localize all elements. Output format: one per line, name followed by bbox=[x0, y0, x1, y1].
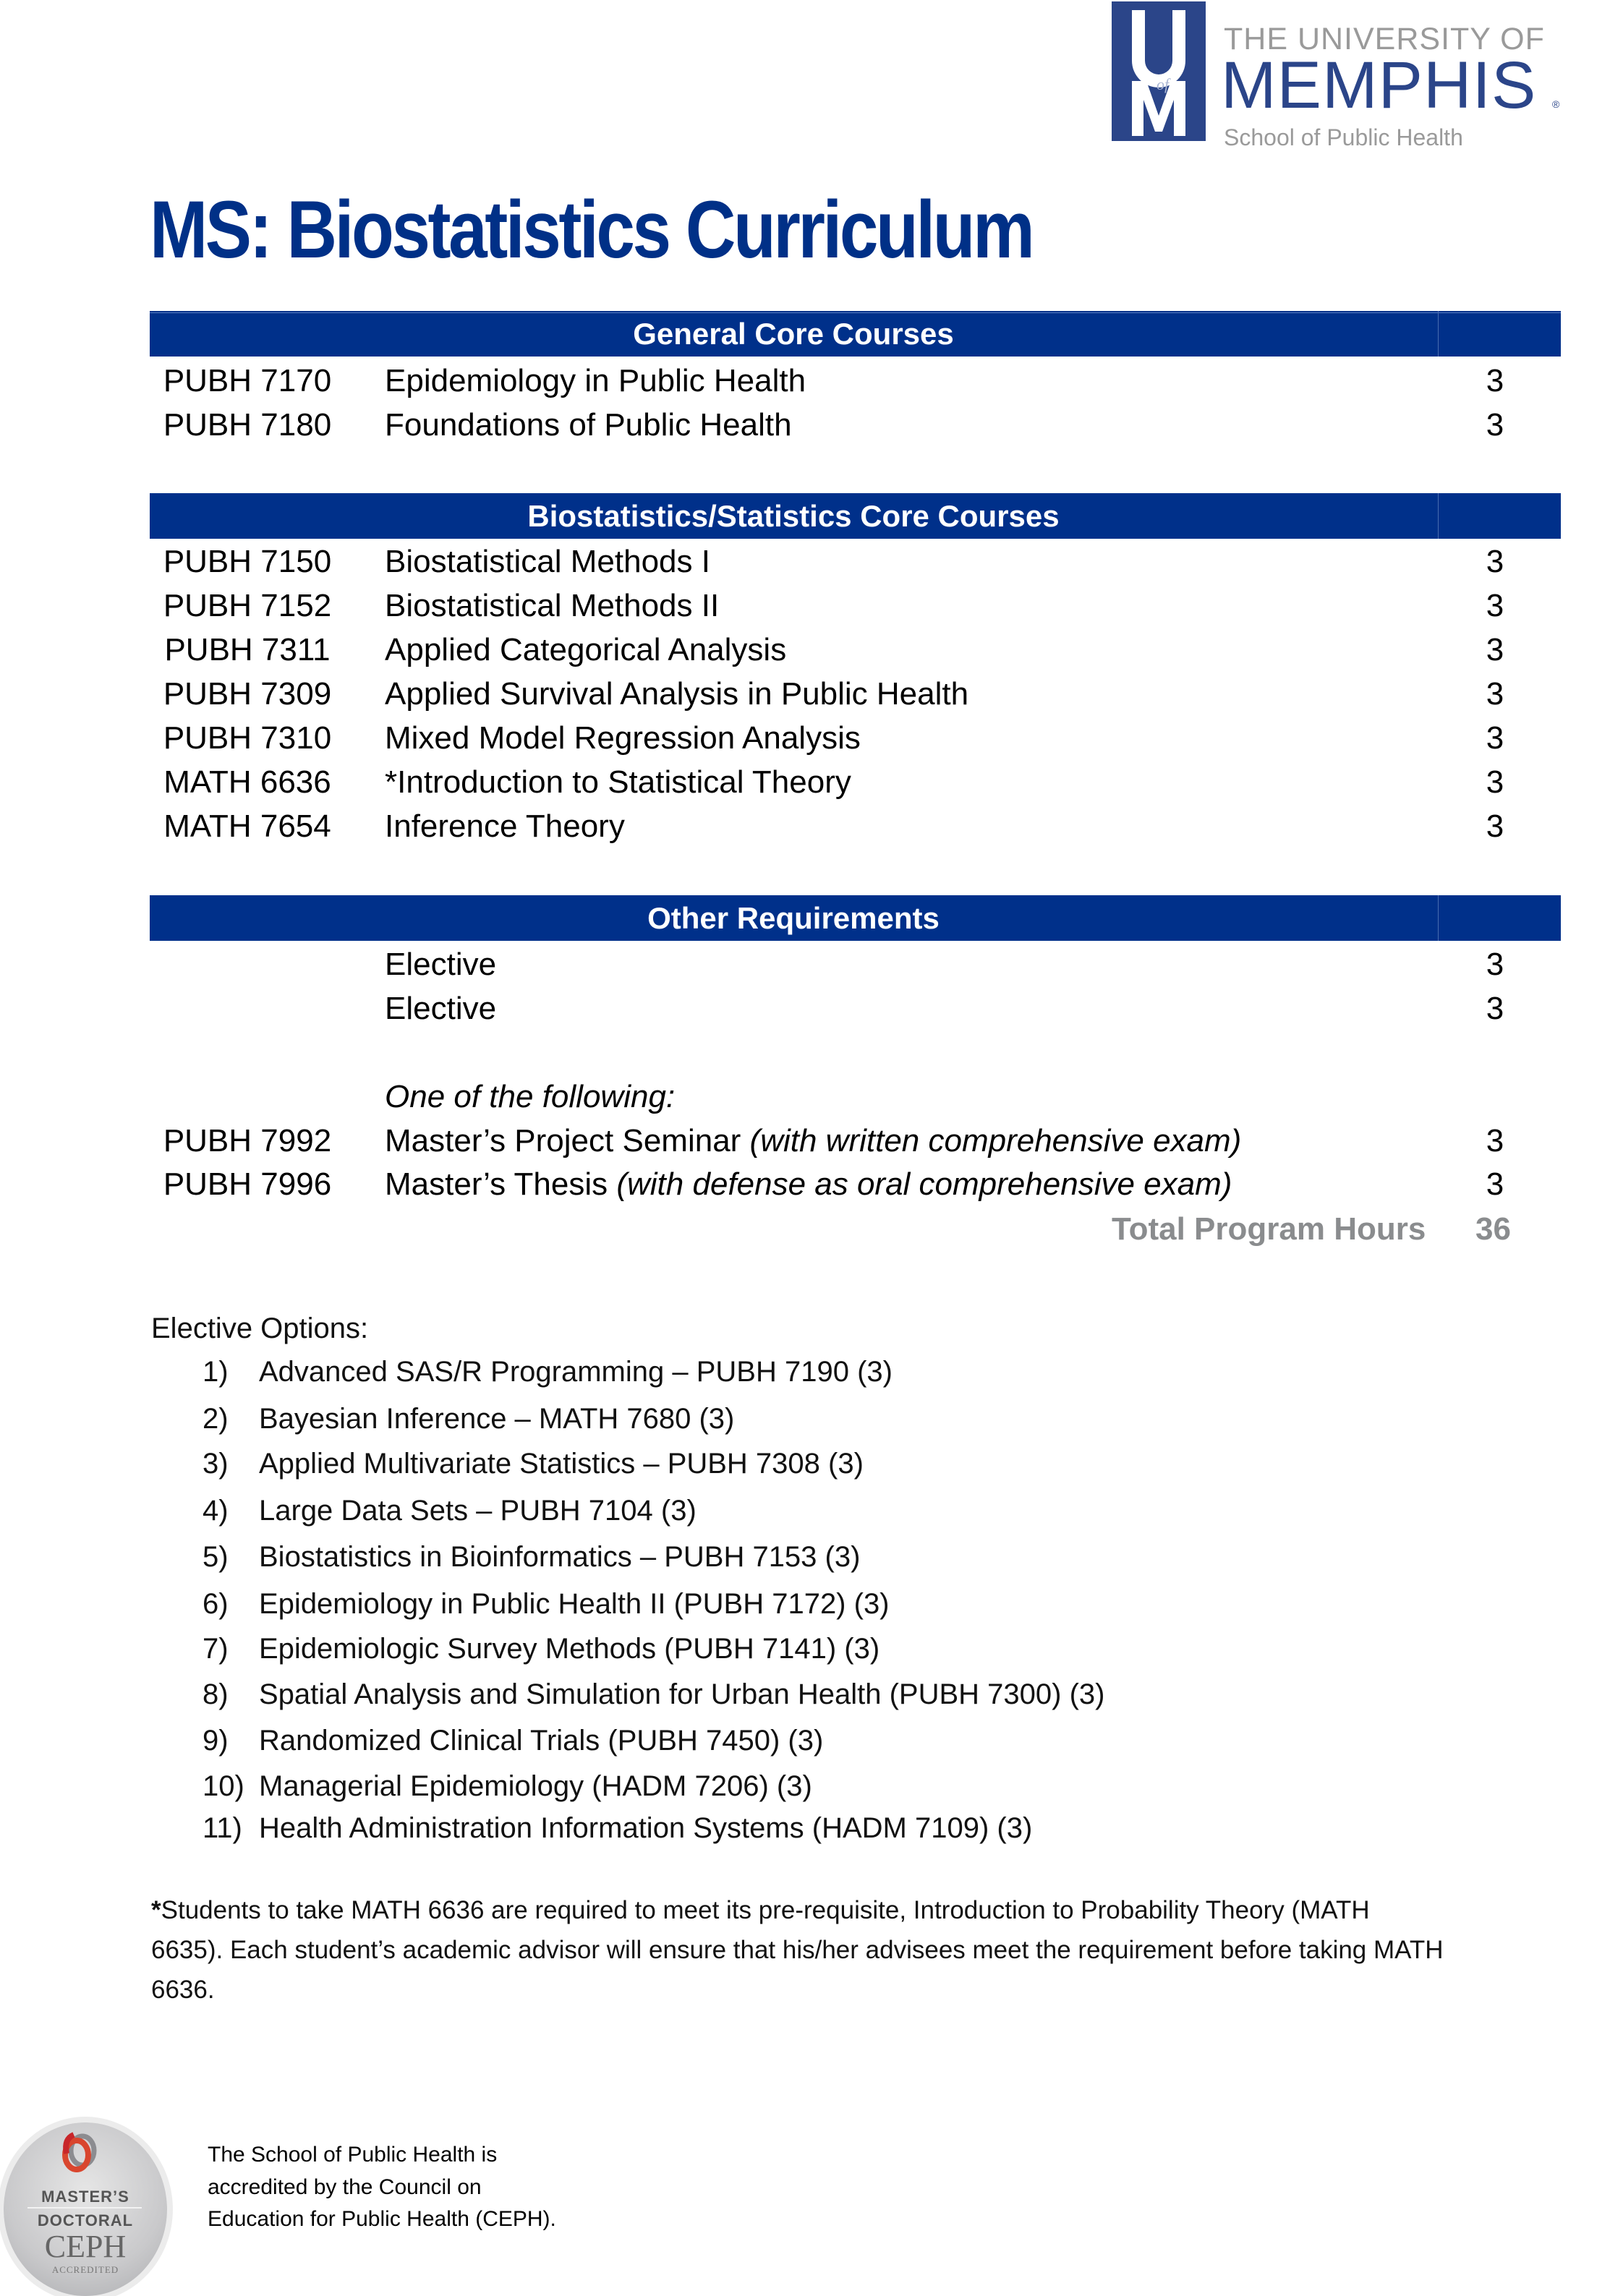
course-credits: 3 bbox=[1486, 947, 1504, 982]
option-number: 10) bbox=[203, 1770, 244, 1802]
course-code: PUBH 7150 bbox=[163, 544, 332, 579]
elective-option bbox=[203, 1673, 1104, 1716]
course-name: Elective bbox=[385, 991, 497, 1026]
course-row bbox=[150, 672, 1561, 716]
choice-label-row bbox=[150, 1075, 1561, 1119]
course-row bbox=[150, 359, 1561, 403]
course-code: PUBH 7152 bbox=[163, 588, 332, 623]
accreditation-line: The School of Public Health is bbox=[208, 2143, 498, 2167]
option-text: Epidemiology in Public Health II (PUBH 7172) (3) bbox=[259, 1588, 890, 1620]
option-text: Epidemiologic Survey Methods (PUBH 7141) (3) bbox=[259, 1633, 880, 1665]
course-credits: 3 bbox=[1486, 363, 1504, 398]
section-header-biostatistics-core bbox=[150, 493, 1561, 539]
course-row bbox=[150, 539, 1561, 584]
elective-option bbox=[203, 1627, 879, 1670]
elective-option bbox=[203, 1397, 734, 1441]
accreditation-line: Education for Public Health (CEPH). bbox=[208, 2207, 556, 2231]
course-code: MATH 7654 bbox=[163, 808, 331, 844]
choice-label: One of the following: bbox=[385, 1079, 676, 1114]
course-credits: 3 bbox=[1486, 544, 1504, 579]
elective-option bbox=[203, 1442, 864, 1485]
elective-option bbox=[203, 1582, 890, 1626]
option-text: Bayesian Inference – MATH 7680 (3) bbox=[259, 1403, 735, 1435]
footnote-line bbox=[151, 1890, 1569, 1930]
section-header-label: Biostatistics/Statistics Core Courses bbox=[527, 499, 1060, 533]
course-credits: 3 bbox=[1486, 588, 1504, 623]
section-header-label: General Core Courses bbox=[633, 317, 954, 351]
logo-memphis: MEMPHIS bbox=[1221, 48, 1537, 122]
course-title: Master’s Thesis bbox=[385, 1166, 617, 1202]
course-note: (with defense as oral comprehensive exam) bbox=[616, 1166, 1232, 1202]
svg-text:of: of bbox=[1157, 75, 1170, 93]
course-row bbox=[150, 584, 1561, 628]
course-code: PUBH 7310 bbox=[163, 720, 332, 756]
option-text: Health Administration Information Systems (HADM 7109) (3) bbox=[259, 1812, 1033, 1844]
course-note: (with written comprehensive exam) bbox=[749, 1123, 1242, 1158]
course-name: Elective bbox=[385, 947, 497, 982]
option-text: Large Data Sets – PUBH 7104 (3) bbox=[259, 1495, 697, 1527]
course-credits: 3 bbox=[1486, 764, 1504, 800]
elective-option bbox=[203, 1489, 697, 1532]
seal-divider bbox=[27, 2207, 142, 2208]
elective-options-title: Elective Options: bbox=[151, 1313, 369, 1344]
course-row bbox=[150, 760, 1561, 804]
bar-divider bbox=[1438, 493, 1439, 539]
option-text: Advanced SAS/R Programming – PUBH 7190 (3) bbox=[259, 1356, 893, 1388]
course-code: PUBH 7311 bbox=[164, 632, 331, 667]
course-row bbox=[150, 628, 1561, 672]
course-row bbox=[150, 1162, 1561, 1206]
course-name: Applied Categorical Analysis bbox=[385, 632, 787, 667]
course-code: MATH 6636 bbox=[163, 764, 331, 800]
option-number: 9) bbox=[203, 1725, 229, 1757]
course-code: PUBH 7170 bbox=[163, 363, 332, 398]
course-name: Mixed Model Regression Analysis bbox=[385, 720, 861, 756]
elective-option bbox=[203, 1535, 860, 1579]
elective-option bbox=[203, 1764, 812, 1808]
elective-option bbox=[203, 1350, 893, 1394]
option-number: 1) bbox=[203, 1356, 229, 1388]
option-text: Applied Multivariate Statistics – PUBH 7308 (3) bbox=[259, 1448, 864, 1480]
footnote-marker: * bbox=[151, 1896, 161, 1924]
course-name: Biostatistical Methods II bbox=[385, 588, 720, 623]
ceph-ribbon-icon bbox=[58, 2129, 101, 2177]
option-number: 4) bbox=[203, 1495, 229, 1527]
course-title: Master’s Project Seminar bbox=[385, 1123, 750, 1158]
section-header-general-core bbox=[150, 311, 1561, 357]
footnote-line: 6636. bbox=[151, 1976, 215, 2004]
seal-doctoral-label: DOCTORAL bbox=[37, 2211, 134, 2229]
footnote-line: 6635). Each student’s academic advisor will ensure that his/her advisees meet the requirement before taking MATH bbox=[151, 1936, 1444, 1964]
course-code: PUBH 7180 bbox=[163, 407, 332, 443]
course-credits: 3 bbox=[1486, 676, 1504, 712]
course-name: *Introduction to Statistical Theory bbox=[385, 764, 851, 800]
course-name: Biostatistical Methods I bbox=[385, 544, 710, 579]
seal-masters-label: MASTER’S bbox=[41, 2188, 129, 2206]
page-title: MS: Biostatistics Curriculum bbox=[150, 184, 1033, 275]
footnote bbox=[151, 1890, 1569, 2010]
um-monogram-icon bbox=[1112, 1, 1206, 141]
option-number: 6) bbox=[203, 1588, 229, 1620]
course-credits: 3 bbox=[1486, 632, 1504, 667]
option-number: 7) bbox=[203, 1633, 229, 1665]
bar-divider bbox=[1438, 895, 1439, 941]
bar-divider bbox=[1438, 311, 1439, 357]
course-credits: 3 bbox=[1486, 720, 1504, 756]
logo-school-name: School of Public Health bbox=[1224, 124, 1463, 150]
course-row bbox=[150, 942, 1561, 986]
course-credits: 3 bbox=[1486, 407, 1504, 443]
course-row bbox=[150, 804, 1561, 848]
course-name: Applied Survival Analysis in Public Health bbox=[385, 676, 969, 712]
course-name: Epidemiology in Public Health bbox=[385, 363, 806, 398]
option-number: 5) bbox=[203, 1541, 229, 1573]
course-code: PUBH 7992 bbox=[163, 1123, 332, 1158]
option-text: Managerial Epidemiology (HADM 7206) (3) bbox=[259, 1770, 812, 1802]
course-name bbox=[385, 1162, 1232, 1206]
option-text: Biostatistics in Bioinformatics – PUBH 7153 (3) bbox=[259, 1541, 861, 1573]
course-credits: 3 bbox=[1486, 808, 1504, 844]
option-number: 11) bbox=[203, 1812, 242, 1844]
seal-accredited-label: ACCREDITED bbox=[51, 2264, 119, 2275]
logo-university-of: THE UNIVERSITY OF bbox=[1224, 22, 1545, 56]
course-row bbox=[150, 986, 1561, 1030]
option-text: Spatial Analysis and Simulation for Urban Health (PUBH 7300) (3) bbox=[259, 1678, 1105, 1710]
course-code: PUBH 7996 bbox=[163, 1166, 332, 1202]
seal-ceph-label: CEPH bbox=[44, 2229, 127, 2264]
course-code: PUBH 7309 bbox=[163, 676, 332, 712]
course-credits: 3 bbox=[1486, 991, 1504, 1026]
accreditation-line: accredited by the Council on bbox=[208, 2175, 482, 2199]
course-row bbox=[150, 403, 1561, 447]
course-credits: 3 bbox=[1486, 1166, 1504, 1202]
course-name: Foundations of Public Health bbox=[385, 407, 792, 443]
elective-option bbox=[203, 1806, 1032, 1850]
option-number: 3) bbox=[203, 1448, 229, 1480]
footnote-text: Students to take MATH 6636 are required to meet its pre-requisite, Introduction to Probability Theory (MATH bbox=[161, 1896, 1370, 1924]
course-name: Inference Theory bbox=[385, 808, 625, 844]
section-header-label: Other Requirements bbox=[647, 901, 940, 935]
total-hours-label: Total Program Hours bbox=[1112, 1211, 1426, 1247]
accreditation-statement bbox=[208, 2139, 556, 2236]
option-text: Randomized Clinical Trials (PUBH 7450) (3) bbox=[259, 1725, 824, 1757]
course-row bbox=[150, 716, 1561, 760]
option-number: 2) bbox=[203, 1403, 229, 1435]
option-number: 8) bbox=[203, 1678, 229, 1710]
course-name bbox=[385, 1119, 1241, 1163]
total-hours-value: 36 bbox=[1475, 1211, 1511, 1247]
section-header-other-requirements bbox=[150, 895, 1561, 941]
elective-option bbox=[203, 1719, 823, 1762]
course-row bbox=[150, 1119, 1561, 1163]
logo-registered-mark: ® bbox=[1552, 98, 1560, 110]
course-credits: 3 bbox=[1486, 1123, 1504, 1158]
